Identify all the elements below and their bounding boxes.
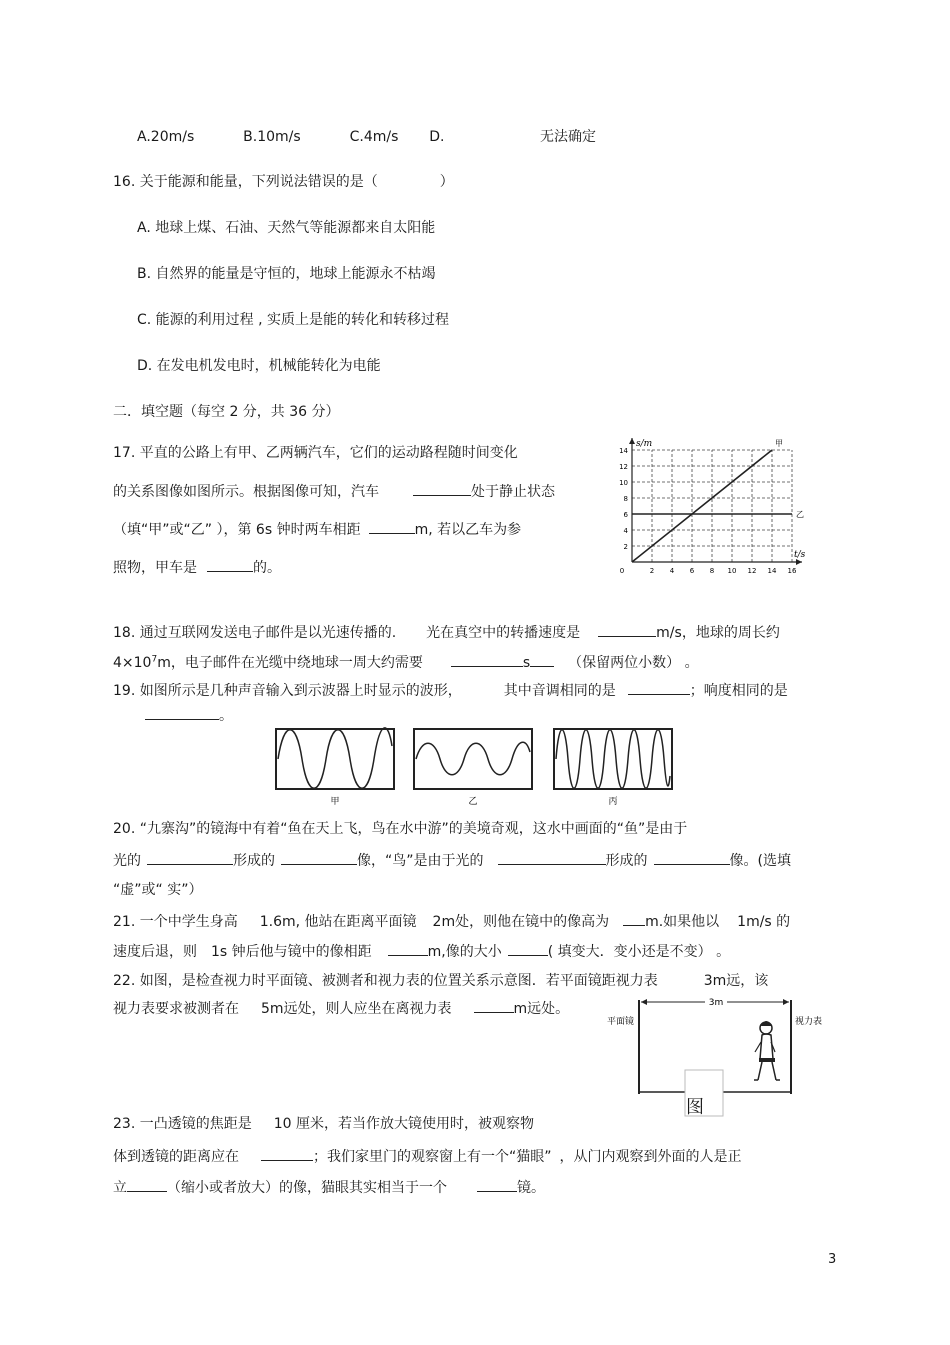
q15-options [137,127,445,147]
q21-blank-1[interactable] [623,911,645,926]
y-tick-label: 8 [623,495,628,503]
waveform-jia [276,728,394,789]
q22-blank-1[interactable] [474,998,514,1013]
q20-blank-2[interactable] [281,850,357,865]
q21-blank-3[interactable] [508,941,548,956]
q15-option-b: B.10m/s [243,129,301,145]
waveform-yi [414,729,532,789]
q18-line1: 18. 通过互联网发送电子邮件是以光速传播的. 光在真空中的转播速度是 m/s，地球的周长约 [113,622,780,643]
q17-line4: 照物，甲车是 的。 [113,557,281,578]
q23-blank-3[interactable] [477,1177,517,1192]
motion-chart [610,436,810,578]
q17-line1: 17. 平直的公路上有甲、乙两辆汽车，它们的运动路程随时间变化 [113,445,518,461]
q15-option-a: A.20m/s [137,129,195,145]
q20-blank-1[interactable] [147,850,233,865]
q20-line2: 光的 形成的 像，“鸟”是由于光的 形成的 像。(选填 [113,850,791,871]
q16-option-d: D. 在发电机发电时，机械能转化为电能 [137,358,381,374]
q23-line3: 立 （缩小或者放大）的像，猫眼其实相当于一个 镜。 [113,1177,545,1198]
series-label-jia: 甲 [775,439,783,448]
oscilloscope-waveforms [272,726,677,808]
mirror-label: 平面镜 [607,1017,635,1027]
q17-blank-2[interactable] [369,519,415,534]
q21-line2: 速度后退，则 1s 钟后他与镜中的像相距 m,像的大小 ( 填变大．变小还是不变） 。 [113,941,730,962]
x-tick-label: 0 [619,567,625,575]
q16-option-c: C. 能源的利用过程 , 实质上是能的转化和转移过程 [137,312,450,328]
q15-option-d-text: 无法确定 [540,129,596,145]
x-tick-label: 4 [669,567,675,575]
x-tick-label: 8 [709,567,715,575]
q17-blank-3[interactable] [207,557,253,572]
x-axis-label: t/s [794,550,806,560]
waveform-bing [554,729,672,789]
q19-blank-2[interactable] [145,705,219,720]
x-tick-label: 10 [727,567,737,575]
q22-line2: 视力表要求被测者在 5m远处，则人应坐在离视力表 m远处。 [113,998,569,1019]
series-label-yi: 乙 [796,510,804,519]
series-line-jia [632,450,772,562]
waveform-label-jia: 甲 [330,797,340,807]
x-tick-label: 6 [689,567,695,575]
q18-blank-1[interactable] [598,622,656,637]
q23-blank-1[interactable] [261,1146,313,1161]
waveform-label-bing: 丙 [608,797,618,807]
q18-line2: $4\times 10^7m$，电子邮件在光缆中绕地球一周大约需要 s （保留两位小数） 。 [113,652,699,673]
q19-blank-1[interactable] [628,680,690,695]
q17-blank-1[interactable] [413,481,471,496]
y-tick-label: 14 [619,447,628,455]
q23-blank-2[interactable] [127,1177,167,1192]
q23-line2: 体到透镜的距离应在 ；我们家里门的观察窗上有一个“猫眼” ，从门内观察到外面的人是正 [113,1146,742,1167]
x-tick-label: 2 [649,567,655,575]
x-tick-label: 14 [767,567,777,575]
y-tick-label: 12 [619,463,628,471]
q20-line3: “虚”或“ 实”） [113,882,203,898]
y-tick-label: 2 [623,543,628,551]
q16-option-b: B. 自然界的能量是守恒的，地球上能源永不枯竭 [137,266,436,282]
y-axis-label: s/m [636,439,653,449]
vision-test-figure [605,992,840,1122]
q20-blank-3[interactable] [498,850,606,865]
q17-line2: 的关系图像如图所示。根据图像可知，汽车 处于静止状态 [113,481,555,502]
q20-line1: 20. “九寨沟”的镜海中有着“鱼在天上飞，鸟在水中游”的美境奇观，这水中画面的“鱼”是由于 [113,821,688,837]
y-tick-label: 4 [623,527,628,535]
y-axis-arrow [629,438,635,444]
q15-option-c: C.4m/s [349,129,399,145]
q22-line1: 22. 如图，是检查视力时平面镜、被测者和视力表的位置关系示意图．若平面镜距视力表 3m远，该 [113,973,769,989]
q17-line3: （填“甲”或“乙” ），第 6s 钟时两车相距 m, 若以乙车为参 [113,519,521,540]
page-number: 3 [828,1252,837,1267]
waveform-label-yi: 乙 [468,797,478,807]
y-tick-label: 10 [619,479,628,487]
x-tick-label: 16 [787,567,797,575]
chart-label: 视力表 [795,1017,823,1027]
y-tick-label: 6 [623,511,628,519]
q19-line2: 。 [145,705,233,726]
seated-person-icon [754,1021,780,1080]
x-tick-label: 12 [747,567,757,575]
q23-line1: 23. 一凸透镜的焦距是 10 厘米，若当作放大镜使用时，被观察物 [113,1116,534,1132]
q19-line1: 19. 如图所示是几种声音输入到示波器上时显示的波形， 其中音调相同的是 ；响度相同的是 [113,680,788,701]
distance-label: 3m [708,998,724,1008]
section-heading: 二．填空题（每空 2 分，共 36 分） [113,404,340,420]
q20-blank-4[interactable] [654,850,730,865]
q18-blank-2[interactable] [451,652,523,667]
q15-option-d: D. [429,129,445,145]
q21-blank-2[interactable] [388,941,428,956]
q21-line1: 21. 一个中学生身高 1.6m, 他站在距离平面镜 2m处，则他在镜中的像高为 m.如果他以 1m/s 的 [113,911,790,932]
q16-option-a: A. 地球上煤、石油、天然气等能源都来自太阳能 [137,220,436,236]
q16-stem: 16. 关于能源和能量，下列说法错误的是（ ） [113,174,454,190]
figure-caption: 图 [686,1097,704,1118]
